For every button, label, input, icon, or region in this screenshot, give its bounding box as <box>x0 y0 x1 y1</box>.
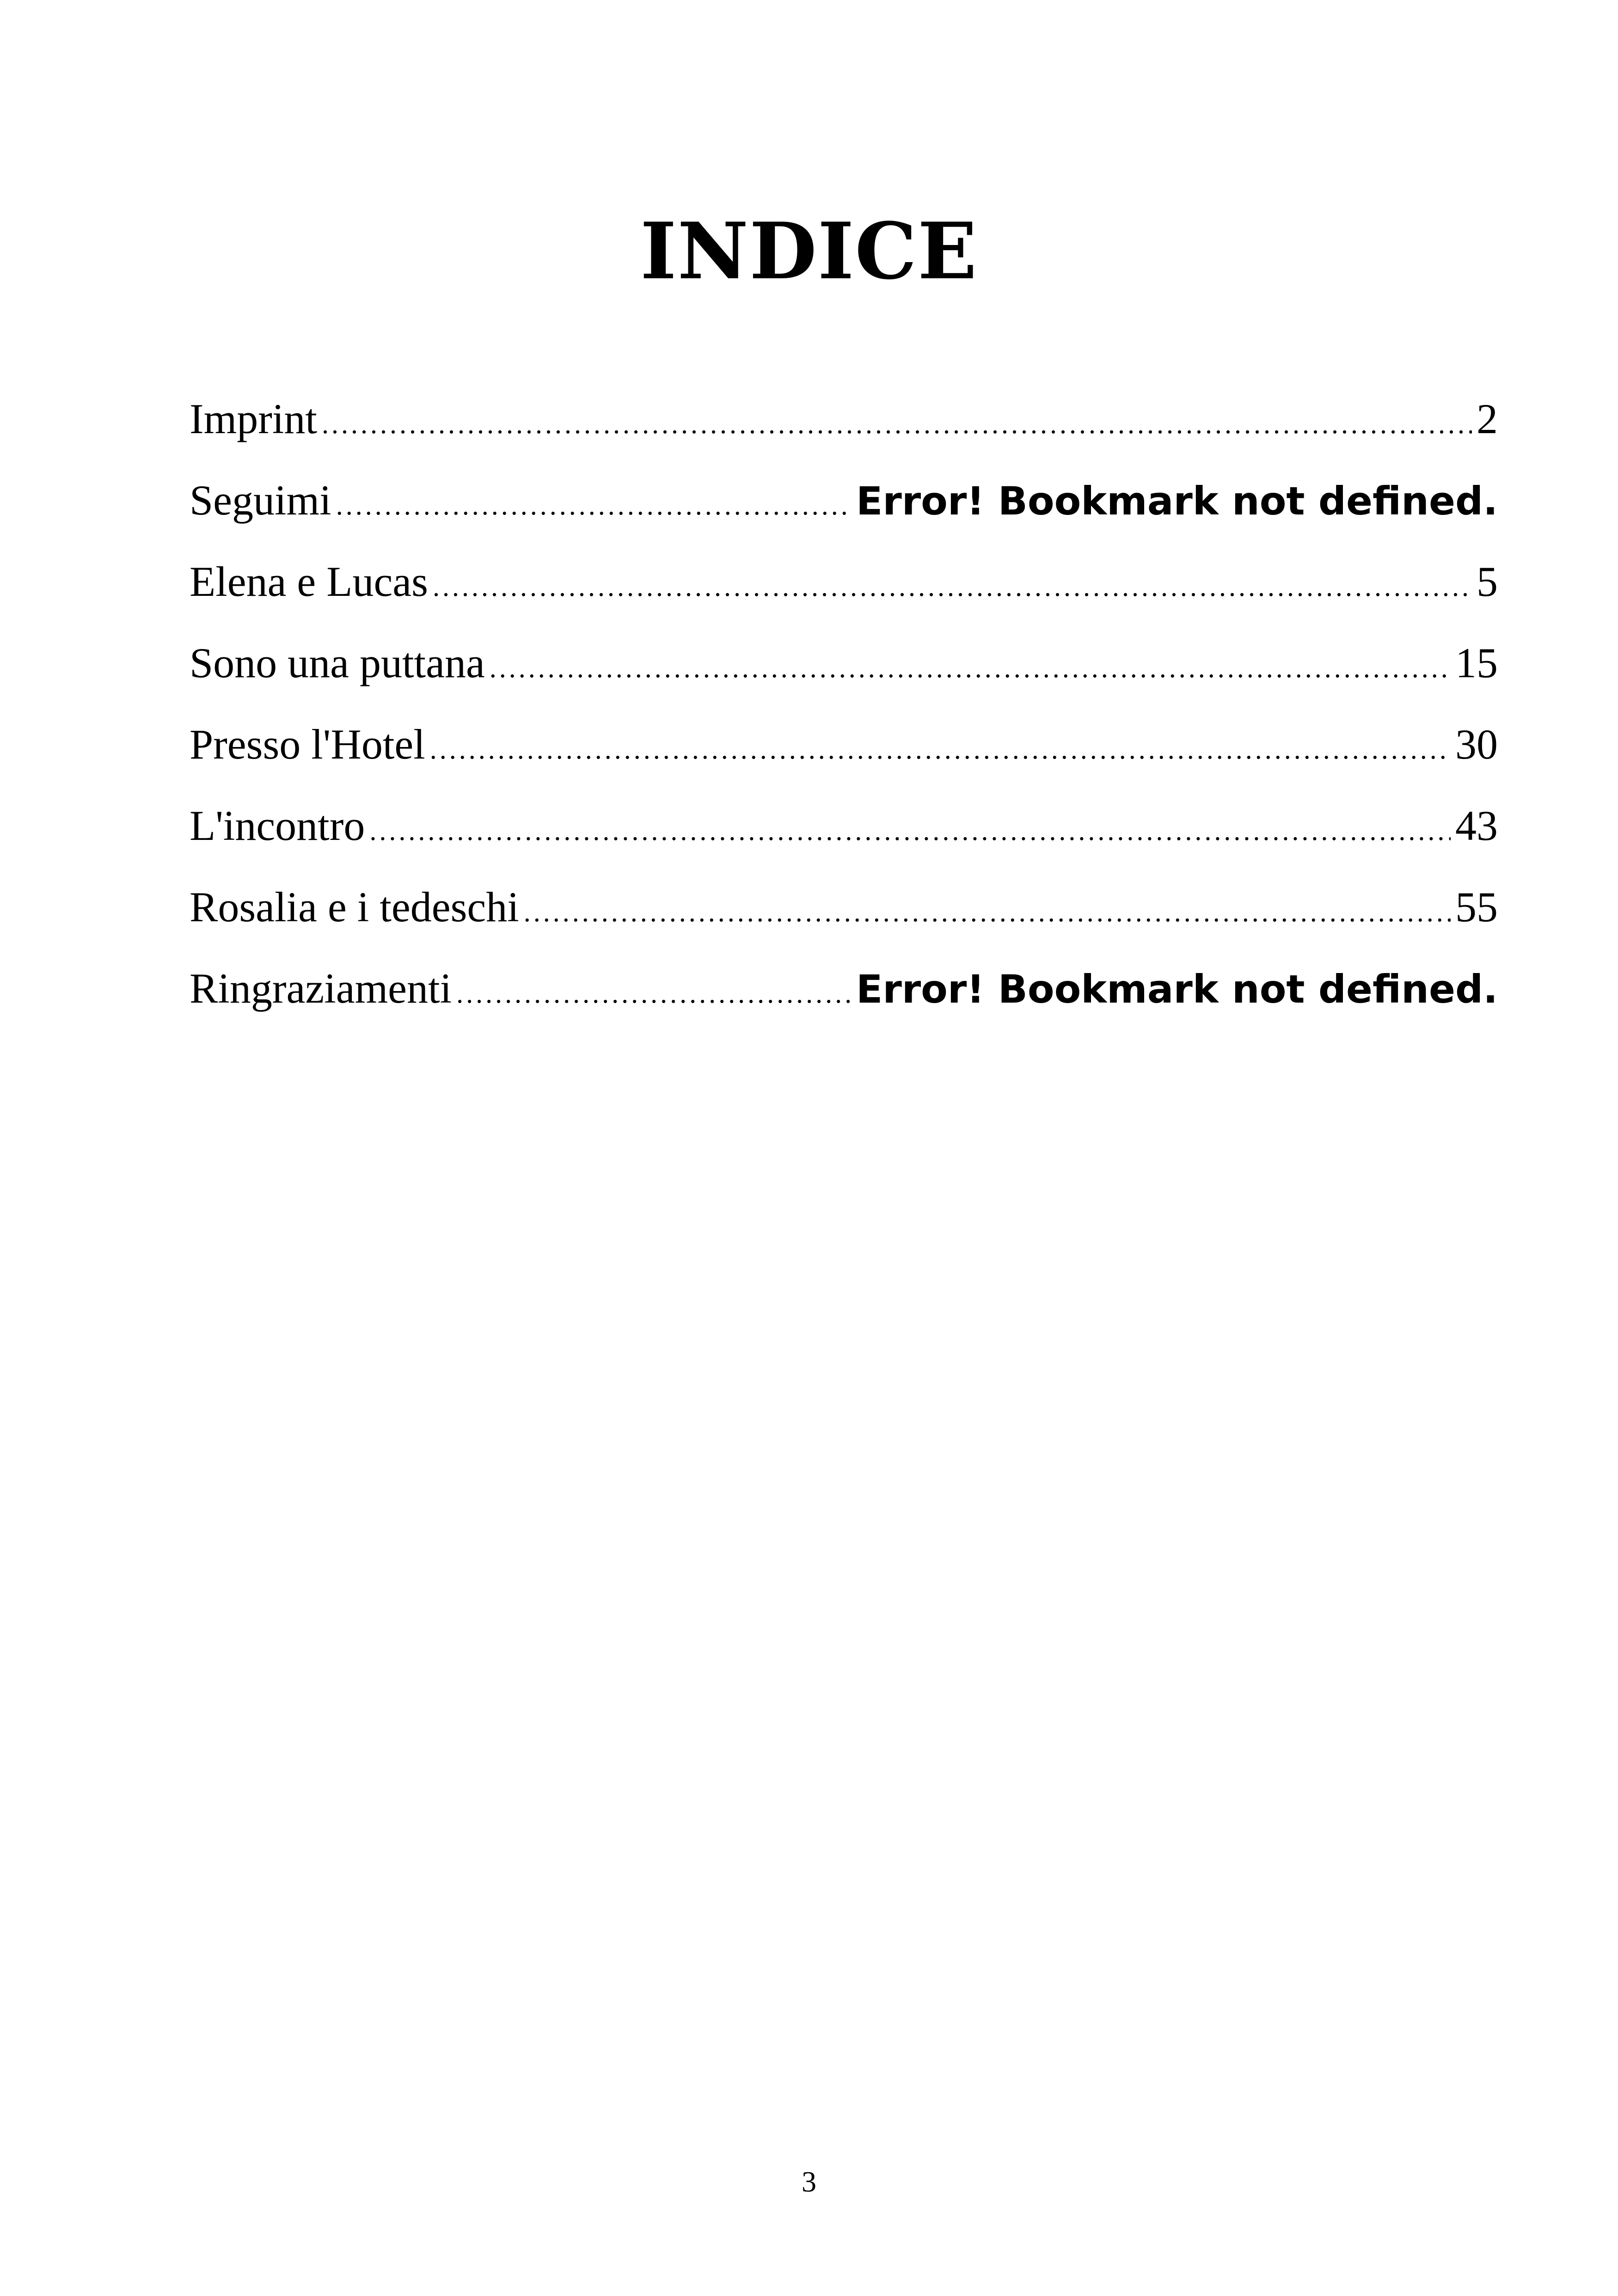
dot-leader <box>490 627 1451 709</box>
toc-entry-page-error: Error! Bookmark not defined. <box>856 478 1498 524</box>
dot-leader <box>322 383 1472 465</box>
toc-entry-label: Elena e Lucas <box>190 558 428 605</box>
toc-entry-label: Seguimi <box>190 477 331 524</box>
toc-entry-label: Imprint <box>190 395 317 442</box>
dot-leader <box>433 546 1472 627</box>
toc-entry-imprint[interactable] <box>190 378 1498 459</box>
toc-entry-page: 15 <box>1455 639 1498 686</box>
toc-entry-elena-e-lucas[interactable] <box>190 541 1498 622</box>
toc-entry-seguimi[interactable] <box>190 459 1498 541</box>
toc-entry-page: 5 <box>1477 558 1498 605</box>
dot-leader <box>369 790 1451 871</box>
dot-leader <box>336 465 852 546</box>
toc-entry-ringraziamenti[interactable] <box>190 948 1498 1029</box>
toc-entry-presso-l-hotel[interactable] <box>190 704 1498 785</box>
toc-entry-page: 2 <box>1477 395 1498 442</box>
toc-entry-page: 43 <box>1455 802 1498 849</box>
toc-entry-page-error: Error! Bookmark not defined. <box>856 967 1498 1012</box>
table-of-contents <box>190 378 1498 1029</box>
dot-leader <box>456 953 852 1034</box>
toc-entry-l-incontro[interactable] <box>190 785 1498 866</box>
toc-entry-label: Presso l'Hotel <box>190 721 425 768</box>
toc-entry-page: 55 <box>1455 883 1498 931</box>
toc-entry-rosalia-e-i-tedeschi[interactable] <box>190 866 1498 948</box>
toc-entry-label: Sono una puttana <box>190 639 485 686</box>
toc-entry-sono-una-puttana[interactable] <box>190 622 1498 704</box>
toc-entry-label: L'incontro <box>190 802 365 849</box>
toc-entry-label: Ringraziamenti <box>190 965 452 1012</box>
dot-leader <box>524 871 1451 953</box>
dot-leader <box>430 709 1451 790</box>
page-title: INDICE <box>640 205 978 297</box>
toc-entry-page: 30 <box>1455 721 1498 768</box>
page-number: 3 <box>802 2165 816 2198</box>
toc-entry-label: Rosalia e i tedeschi <box>190 883 519 931</box>
